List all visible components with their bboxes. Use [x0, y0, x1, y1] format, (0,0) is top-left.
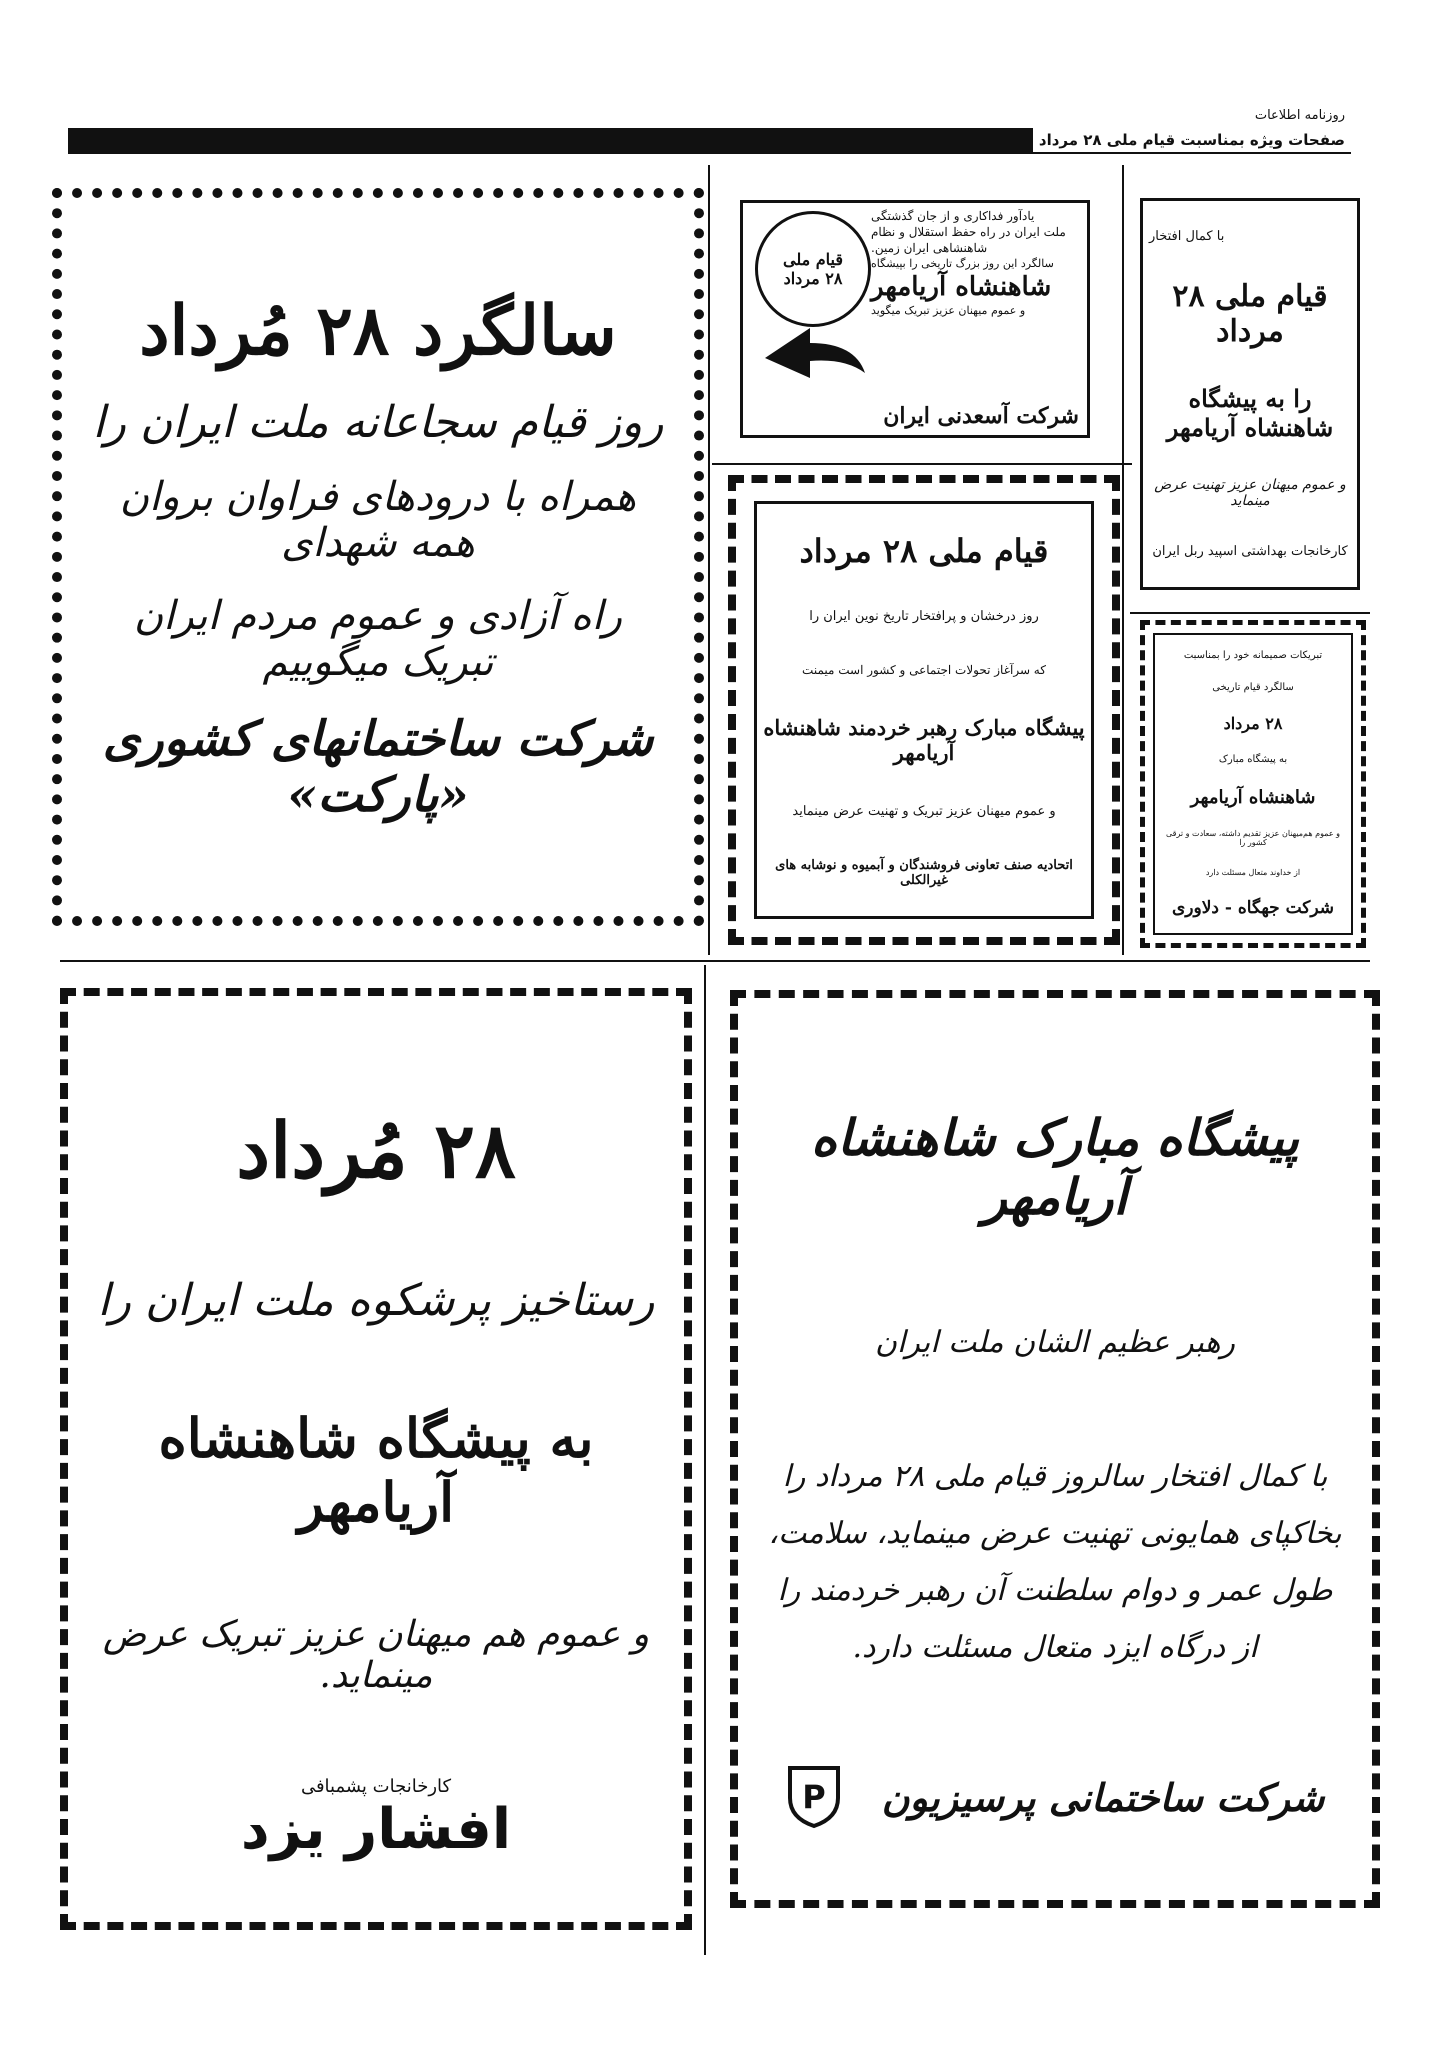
- ad-parsizyon-title: پیشگاه مبارک شاهنشاه آریامهر: [810, 1107, 1300, 1226]
- ad-behdasht-title: قیام ملی ۲۸ مرداد: [1172, 278, 1328, 349]
- ad-behdasht-company: کارخانجات بهداشتی اسپید ربل ایران: [1152, 544, 1348, 560]
- ad-madani-badge: [755, 211, 871, 327]
- ad-madani-text4: سالگرد این روز بزرگ تاریخی را بپیشگاه: [871, 257, 1054, 270]
- arrow-icon: [755, 313, 875, 383]
- ad-dalavari-line5: از خداوند متعال مسئلت دارد: [1205, 868, 1301, 878]
- ad-yazd-line2: به پیشگاه شاهنشاه آریامهر: [158, 1406, 594, 1534]
- ad-behdasht-line1: را به پیشگاه شاهنشاه آریامهر: [1166, 383, 1334, 442]
- divider-vertical-top: [708, 165, 710, 955]
- divider-horizontal-right: [1130, 612, 1370, 614]
- ad-parket-company: شرکت ساختمانهای کشوری «پارکت»: [102, 710, 654, 823]
- ad-yazd-title: ۲۸ مُرداد: [236, 1106, 516, 1195]
- ad-behdasht: [1140, 198, 1360, 590]
- ad-parsizyon-line4: از درگاه ایزد متعال مسئلت دارد.: [852, 1630, 1258, 1666]
- ad-madani-text3: شاهنشاهی ایران زمین.: [871, 241, 988, 255]
- ad-behdasht-line2: و عموم میهنان عزیز تهنیت عرض مینماید: [1154, 477, 1346, 510]
- shield-logo-letter: P: [801, 1778, 826, 1817]
- ad-dalavari-title: ۲۸ مرداد: [1223, 714, 1283, 734]
- ad-fruit-line3: پیشگاه مبارک رهبر خردمند شاهنشاه آریامهر: [763, 715, 1085, 766]
- ad-dalavari-company: شرکت جهگاه - دلاوری: [1171, 898, 1335, 919]
- ad-madani-badge-line1: قیام ملی: [782, 250, 844, 269]
- divider-horizontal-small: [712, 463, 1132, 465]
- ad-fruit-line4: و عموم میهنان عزیز تبریک و تهنیت عرض مینماید: [792, 803, 1056, 819]
- ad-dalavari-line1: تبریکات صمیمانه خود را بمناسبت: [1183, 649, 1323, 661]
- ad-madani-badge-line2: ۲۸ مرداد: [783, 269, 843, 288]
- ad-yazd-signature: [241, 1776, 511, 1862]
- divider-vertical-right: [1122, 165, 1124, 955]
- ad-parket-line1: روز قیام سجاعانه ملت ایران را: [92, 397, 664, 449]
- ad-behdasht-intro: با کمال افتخار: [1149, 228, 1225, 244]
- ad-dalavari-line2: سالگرد قیام تاریخی: [1212, 681, 1294, 693]
- divider-vertical-bottom: [704, 965, 706, 1955]
- ad-madani-company: شرکت آسعدنی ایران: [883, 403, 1079, 429]
- ad-madani-text2: ملت ایران در راه حفظ استقلال و نظام: [871, 225, 1066, 239]
- ad-fruit-company: اتحادیه صنف تعاونی فروشندگان و آبمیوه و نوشابه های غیرالکلی: [775, 857, 1073, 888]
- ad-parket-line2: همراه با درودهای فراوان بروان همه شهدای: [119, 474, 637, 567]
- ad-madani-text5: و عموم میهنان عزیز تبریک میگوید: [871, 304, 1026, 317]
- ad-dalavari: [1140, 620, 1366, 948]
- ad-fruit-line1: روز درخشان و پرافتخار تاریخ نوین ایران را: [809, 608, 1039, 624]
- ad-parsizyon-line3: طول عمر و دوام سلطنت آن رهبر خردمند را: [777, 1573, 1333, 1609]
- ad-parsizyon-company: شرکت ساختمانی پرسیزیون: [881, 1774, 1325, 1820]
- ad-dalavari-name: شاهنشاه آریامهر: [1190, 786, 1316, 808]
- ad-madani-text1: یادآور فداکاری و از جان گذشتگی: [871, 209, 1035, 223]
- ad-yazd-line3: و عموم هم میهنان عزیز تبریک عرض مینماید.: [102, 1614, 650, 1696]
- ad-madani-name: شاهنشاه آریامهر: [871, 272, 1052, 302]
- ad-yazd: [60, 988, 692, 1930]
- newspaper-name: روزنامه اطلاعات: [1254, 108, 1345, 123]
- ad-yazd-company: افشار یزد: [240, 1797, 512, 1862]
- ad-dalavari-line4: و عموم هم‌میهنان عزیز تقدیم داشته، سعادت و ترقی کشور را: [1165, 828, 1341, 847]
- ad-parket: [52, 188, 704, 926]
- ad-parsizyon-line1: با کمال افتخار سالروز قیام ملی ۲۸ مرداد را: [782, 1459, 1328, 1495]
- ad-yazd-line1: رستاخیز پرشکوه ملت ایران را: [97, 1275, 655, 1326]
- divider-horizontal: [60, 960, 1370, 962]
- ad-parsizyon-line2: بخاکپای همایونی تهنیت عرض مینماید، سلامت،: [768, 1516, 1342, 1552]
- shield-logo-icon: [786, 1764, 842, 1830]
- section-title: صفحات ویژه بمناسبت قیام ملی ۲۸ مرداد: [1033, 128, 1351, 152]
- ad-dalavari-line3: به پیشگاه مبارک: [1218, 754, 1288, 766]
- ad-parket-line3: راه آزادی و عموم مردم ایران تبریک میگوییم: [133, 592, 623, 685]
- ad-parsizyon-body: [768, 1459, 1341, 1665]
- ad-madani: [740, 200, 1090, 438]
- header-rule: [68, 152, 1351, 154]
- ad-fruit-line2: که سرآغاز تحولات اجتماعی و کشور است میمنت: [802, 662, 1046, 677]
- ad-parket-title: سالگرد ۲۸ مُرداد: [139, 291, 617, 372]
- ad-parsizyon: [730, 990, 1380, 1908]
- ad-parsizyon-subtitle: رهبر عظیم الشان ملت ایران: [874, 1324, 1236, 1360]
- ad-yazd-company-small: کارخانجات پشمبافی: [300, 1776, 452, 1797]
- ad-fruit: [728, 475, 1120, 945]
- ad-fruit-title: قیام ملی ۲۸ مرداد: [799, 532, 1049, 571]
- header-bar: [68, 128, 1071, 152]
- ad-parsizyon-footer: [786, 1764, 1325, 1830]
